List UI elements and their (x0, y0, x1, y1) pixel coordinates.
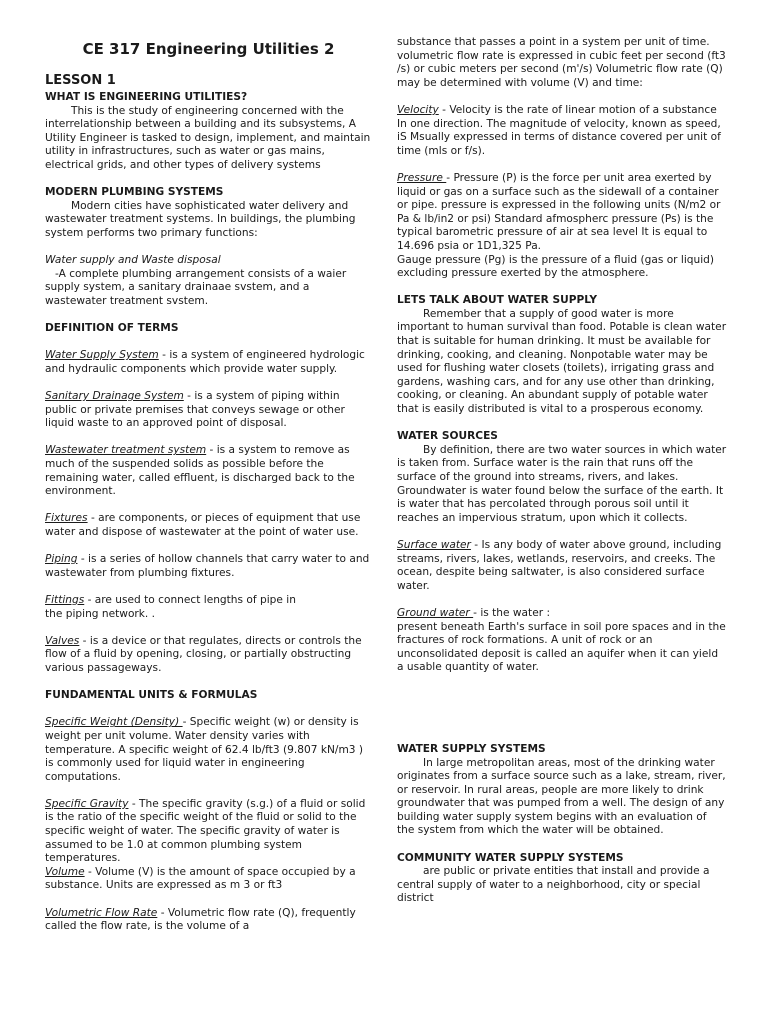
water-supply-paragraph: Remember that a supply of good water is more important to human survival than food. Potable is clean water that is suitable for human drinking. It must be available for drinking, cooking, and cleaning. Nonpotable water may be used for flushing water closets (toilets), irrigating grass and gardens, washing cars, and for any use other than drinking, cooking, or cleaning. An abundant supply of potable water that is easily distributed is vital to a prosperous economy. (397, 307, 727, 416)
supply-systems-paragraph: In large metropolitan areas, most of the drinking water originates from a surface source such as a lake, stream, river, or reservoir. In rural areas, people are more likely to drink groundwater that was pumped from a well. The design of any building water supply system begins with an evaluation of the system from which the water will be obtained. (397, 756, 726, 837)
term-surface-water (397, 539, 727, 593)
term-valves (45, 635, 372, 676)
ground-water-paragraph: present beneath Earth's surface in soil pore spaces and in the fractures of rock formations. A unit of rock or an unconsolidated deposit is called an aquifer when it can yield a usable quantity of water. (397, 620, 726, 674)
term-specific-weight (45, 716, 372, 784)
what-paragraph: This is the study of engineering concerned with the interrelationship between a building and its subsystems, A Utility Engineer is tasked to design, implement, and maintain utility in infrastructures, such as water or gas mains, electrical grids, and other types of delivery systems (45, 104, 371, 171)
term-water-supply-system (45, 349, 372, 376)
term-label: Volumetric Flow Rate (45, 906, 158, 919)
term-definition: - Specific weight (w) or density is weight per unit volume. Water density varies with temperature. A specific weight of 62.4 lb/ft3 (9.807 kN/m3 ) is commonly used for liquid water in engineering computations. (45, 716, 364, 783)
term-label: Surface water (397, 538, 471, 551)
term-velocity (397, 104, 727, 158)
term-label: Volume (45, 865, 85, 878)
lesson-heading: LESSON 1 (45, 73, 116, 88)
water-supply-heading: LETS TALK ABOUT WATER SUPPLY (397, 294, 598, 307)
functions-line: Water supply and Waste disposal (45, 254, 221, 267)
term-definition: - is a system to remove as much of the suspended solids as possible before the remaining water, called effluent, is discharged back to the environment. (45, 444, 355, 498)
term-definition: - Volume (V) is the amount of space occupied by a substance. Units are expressed as m 3 or ft3 (45, 865, 356, 892)
term-piping (45, 553, 372, 580)
term-definition: - are components, or pieces of equipment that use water and dispose of wastewater at the point of water use. (45, 512, 361, 538)
community-supply-paragraph: are public or private entities that install and provide a central supply of water to a neighborhood, city or special district (397, 865, 710, 905)
definition-heading: DEFINITION OF TERMS (45, 322, 179, 335)
term-fittings (45, 594, 372, 608)
term-definition: - Pressure (P) is the force per unit area exerted by liquid or gas on a surface such as the sidewall of a container or pipe. pressure is expressed in the following units (N/m2 or Pa & lb/in2 or psi) Standard afmospherc pressure (Ps) is the typical barometric pressure of air at sea level It is equal to 14.696 psia or 1D1,325 Pa. (397, 171, 721, 252)
term-label: Valves (45, 634, 80, 647)
term-label: Sanitary Drainage System (45, 390, 184, 403)
term-definition: - Velocity is the rate of linear motion of a substance In one direction. The magnitude of velocity, known as speed, iS Msually expressed in terms of distance covered per unit of time (mls or f/s). (397, 103, 721, 157)
term-definition: - Is any body of water above ground, including streams, rivers, lakes, wetlands, reservoirs, and creeks. The ocean, despite being saltwater, is also considered surface water. (397, 538, 722, 592)
term-definition: - The specific gravity (s.g.) of a fluid or solid is the ratio of the specific weight of the fluid or solid to the specific weight of water. The specific gravity of water is assumed to be 1.0 at common plumbing system temperatures. (45, 797, 366, 865)
left-column (45, 36, 372, 934)
term-fixtures (45, 512, 372, 539)
term-label: Specific Gravity (45, 797, 129, 810)
term-label: Specific Weight (Density) (45, 716, 183, 729)
term-ground-water (397, 607, 727, 621)
what-heading: WHAT IS ENGINEERING UTILITIES? (45, 91, 248, 103)
term-label: Fittings (45, 593, 85, 606)
term-definition: - is the water : (473, 606, 551, 619)
document-title: CE 317 Engineering Utilities 2 (82, 40, 335, 58)
supply-systems-heading: WATER SUPPLY SYSTEMS (397, 742, 546, 755)
fundamental-heading: FUNDAMENTAL UNITS & FORMULAS (45, 689, 258, 702)
term-pressure (397, 172, 727, 254)
community-supply-heading: COMMUNITY WATER SUPPLY SYSTEMS (397, 851, 624, 864)
term-definition: - is a system of engineered hydrologic and hydraulic components which provide water supply. (45, 349, 365, 375)
modern-plumbing-paragraph: Modern cities have sophisticated water delivery and wastewater treatment systems. In buildings, the plumbing system performs two primary functions: (45, 199, 356, 239)
term-volume (45, 866, 372, 893)
term-specific-gravity (45, 798, 372, 866)
gauge-pressure-paragraph: Gauge pressure (Pg) is the pressure of a fluid (gas or liquid) excluding pressure exerted by the atmosphere. (397, 253, 715, 280)
flow-rate-continued: substance that passes a point in a system per unit of time. volumetric flow rate is expressed in cubic feet per second (ft3 /s) or cubic meters per second (m'/s) Volumetric flow rate (Q) may be determined with volume (V) and time: (397, 36, 726, 89)
water-sources-paragraph: By definition, there are two water sources in which water is taken from. Surface water is the rain that runs off the surface of the ground into streams, rivers, and lakes. Groundwater is water found below the surface of the earth. It is water that has percolated through porous soil until it reaches an impervious stratum, upon which it collects. (397, 443, 727, 524)
term-fittings-continued: the piping network. . (45, 607, 156, 620)
water-sources-heading: WATER SOURCES (397, 430, 498, 443)
term-definition: - is a device or that regulates, directs or controls the flow of a fluid by opening, closing, or partially obstructing various passageways. (45, 634, 362, 674)
term-definition: - are used to connect lengths of pipe in (84, 593, 296, 606)
arrangement-paragraph: -A complete plumbing arrangement consists of a waier supply system, a sanitary drainaae svstem, and a wastewater treatment svstem. (45, 267, 347, 307)
right-column (397, 36, 727, 906)
term-label: Ground water (397, 606, 474, 619)
term-label: Fixtures (45, 512, 88, 525)
term-label: Pressure (397, 171, 447, 184)
term-label: Piping (45, 553, 78, 566)
term-wastewater-treatment (45, 444, 372, 498)
term-definition: - is a system of piping within public or private premises that conveys sewage or other liquid waste to an approved point of disposal. (45, 390, 345, 430)
term-label: Water Supply System (45, 349, 159, 362)
term-label: Wastewater treatment system (45, 444, 207, 457)
term-definition: - Volumetric flow rate (Q), frequently called the flow rate, is the volume of a (45, 906, 356, 933)
term-sanitary-drainage (45, 390, 372, 431)
term-definition: - is a series of hollow channels that carry water to and wastewater from plumbing fixtures. (45, 553, 370, 579)
term-volumetric-flow-rate (45, 907, 372, 934)
modern-plumbing-heading: MODERN PLUMBING SYSTEMS (45, 186, 224, 199)
term-label: Velocity (397, 103, 439, 116)
